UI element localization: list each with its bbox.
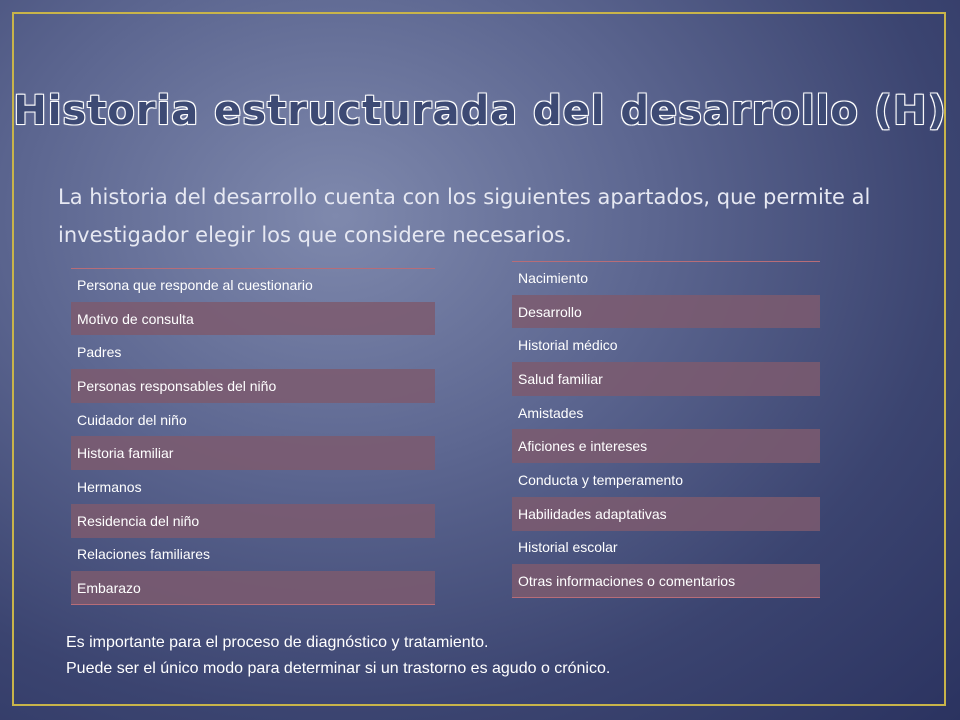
note-line: Puede ser el único modo para determinar si un trastorno es agudo o crónico. (66, 660, 611, 677)
list-item: Conducta y temperamento (518, 471, 683, 488)
list-item: Nacimiento (512, 261, 820, 295)
note-line: Es importante para el proceso de diagnóstico y tratamiento. (66, 634, 489, 651)
slide-title: Historia estructurada del desarrollo (H) (13, 88, 947, 134)
list-item: Otras informaciones o comentarios (512, 564, 820, 598)
list-item: Salud familiar (512, 362, 820, 396)
list-item: Historial médico (518, 337, 618, 354)
notes-block (66, 630, 926, 682)
list-item: Desarrollo (512, 295, 820, 329)
list-item: Habilidades adaptativas (512, 497, 820, 531)
list-item: Personas responsables del niño (71, 369, 435, 403)
list-item: Persona que responde al cuestionario (71, 268, 435, 302)
list-item: Historia familiar (71, 436, 435, 470)
list-item: Padres (77, 344, 122, 361)
list-item: Hermanos (77, 478, 142, 495)
list-item: Cuidador del niño (77, 411, 187, 428)
list-item: Relaciones familiares (77, 546, 211, 563)
list-item: Amistades (518, 404, 584, 421)
list-item: Historial escolar (518, 539, 618, 556)
list-item: Aficiones e intereses (512, 429, 820, 463)
list-item: Residencia del niño (71, 504, 435, 538)
list-item: Motivo de consulta (71, 302, 435, 336)
left-section-list (71, 268, 435, 605)
intro-paragraph: La historia del desarrollo cuenta con los siguientes apartados, que permite al investigador elegir los que considere necesarios. (58, 185, 871, 247)
right-section-list (512, 261, 820, 598)
list-item: Embarazo (71, 571, 435, 605)
